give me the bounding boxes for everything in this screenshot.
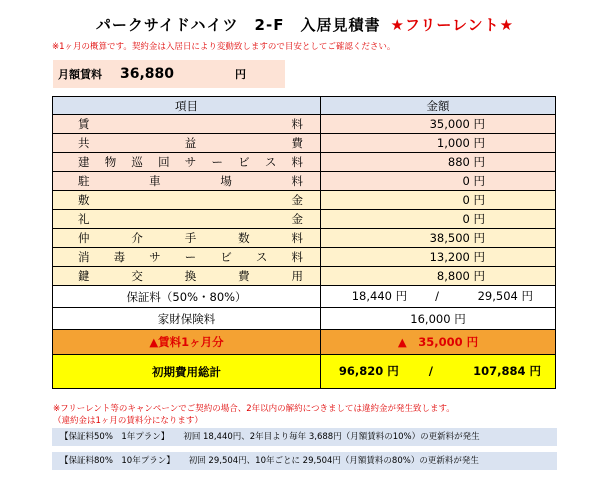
plan-50-text: 初回 18,440円、2年目より毎年 3,688円（月額賃料の10%）の更新料が発生: [183, 432, 480, 442]
total-amount: [321, 355, 556, 389]
penalty-note: [53, 403, 455, 427]
fee-item-char: サ: [184, 155, 197, 169]
fee-item-char: 場: [220, 174, 232, 188]
top-note: ※1ヶ月の概算です。契約金は入居日により変動致しますので目安としてご確認ください。: [52, 42, 396, 52]
fee-item-char: 用: [291, 269, 303, 283]
guarantee-label: 保証料（50%・80%）: [53, 286, 321, 308]
fee-item-amount: 0 円: [321, 172, 556, 191]
insurance-amount: 16,000 円: [321, 308, 556, 330]
table-row: [53, 172, 556, 191]
fee-item-char: 建: [78, 155, 90, 169]
total-label: 初期費用総計: [53, 355, 321, 389]
fee-item-char: ビ: [220, 250, 232, 264]
fee-item-char: 車: [149, 174, 161, 188]
fee-item-amount: 0 円: [321, 210, 556, 229]
fee-item-char: 金: [291, 212, 303, 226]
fee-item-char: 毒: [113, 250, 126, 264]
fee-item-char: 料: [291, 117, 303, 131]
table-row: [53, 115, 556, 134]
free-rent-label: ★フリーレント★: [390, 16, 515, 34]
guarantee-row: [53, 286, 556, 308]
penalty-note-line2: （違約金は1ヶ月の賃料分になります）: [53, 416, 203, 426]
fee-item-char: 料: [291, 174, 303, 188]
fee-item-label: [53, 134, 321, 153]
fee-item-char: 巡: [131, 155, 143, 169]
guarantee-amount-50: 18,440 円: [351, 289, 408, 303]
fee-item-char: 交: [131, 269, 143, 283]
total-amount-80: 107,884 円: [473, 364, 541, 378]
rent-one-month-label: ▲賃料1ヶ月分: [53, 330, 321, 355]
fee-item-char: 手: [184, 231, 197, 245]
fee-item-char: 仲: [78, 231, 90, 245]
rent-one-month-row: [53, 330, 556, 355]
rent-one-month-amount: ▲ 35,000 円: [321, 330, 556, 355]
plan-80-box: [52, 452, 557, 470]
insurance-label: 家財保険料: [53, 308, 321, 330]
header-amount: 金額: [321, 97, 556, 115]
fee-item-label: [53, 191, 321, 210]
page-title: [0, 14, 610, 35]
fee-item-char: 換: [184, 269, 197, 283]
fee-item-char: 礼: [78, 212, 90, 226]
fee-item-amount: 35,000 円: [321, 115, 556, 134]
insurance-row: [53, 308, 556, 330]
fee-item-amount: 8,800 円: [321, 267, 556, 286]
fee-item-amount: 0 円: [321, 191, 556, 210]
table-row: [53, 134, 556, 153]
fee-item-amount: 38,500 円: [321, 229, 556, 248]
monthly-rent-value: 36,880: [120, 66, 175, 82]
guarantee-amount: [321, 286, 556, 308]
fee-item-label: [53, 210, 321, 229]
fee-item-char: 料: [291, 231, 303, 245]
fee-item-char: 料: [291, 155, 303, 169]
table-row: [53, 267, 556, 286]
table-row: [53, 210, 556, 229]
fee-item-char: 料: [291, 250, 303, 264]
guarantee-amount-80: 29,504 円: [477, 289, 533, 303]
monthly-rent-unit: 円: [235, 68, 246, 81]
fee-item-char: 敷: [78, 193, 90, 207]
fee-item-char: 消: [78, 250, 90, 264]
fee-item-char: 共: [78, 136, 90, 150]
plan-50-name: 【保証料50% 1年プラン】: [60, 432, 170, 442]
fee-item-amount: 880 円: [321, 153, 556, 172]
estimate-table: [52, 96, 556, 389]
table-header: [53, 97, 556, 115]
fee-item-char: 賃: [78, 117, 90, 131]
plan-80-text: 初回 29,504円、10年ごとに 29,504円（月額賃料の80%）の更新料が発生: [188, 456, 479, 466]
fee-item-char: 駐: [78, 174, 90, 188]
fee-item-label: [53, 248, 321, 267]
penalty-note-line1: ※フリーレント等のキャンペーンでご契約の場合、2年以内の解約につきましては違約金が発生致します。: [53, 404, 455, 414]
fee-item-label: [53, 153, 321, 172]
total-amount-50: 96,820 円: [338, 364, 399, 378]
fee-item-char: 物: [104, 155, 117, 169]
guarantee-separator: /: [435, 289, 439, 303]
table-row: [53, 229, 556, 248]
fee-item-char: 費: [238, 269, 250, 283]
fee-item-char: 介: [131, 231, 143, 245]
fee-item-amount: 1,000 円: [321, 134, 556, 153]
total-separator: /: [428, 364, 433, 378]
fee-item-char: 鍵: [78, 269, 90, 283]
fee-item-label: [53, 229, 321, 248]
fee-item-label: [53, 115, 321, 134]
monthly-rent-label: 月額賃料: [58, 68, 102, 81]
fee-item-char: ー: [211, 155, 223, 169]
total-row: [53, 355, 556, 389]
monthly-rent-box: [53, 60, 285, 88]
fee-item-char: ー: [184, 250, 197, 264]
fee-item-char: 費: [291, 136, 303, 150]
fee-item-char: ス: [264, 155, 277, 169]
table-row: [53, 191, 556, 210]
fee-item-char: 数: [238, 231, 250, 245]
fee-item-char: サ: [149, 250, 161, 264]
fee-item-char: ビ: [238, 155, 250, 169]
fee-item-label: [53, 172, 321, 191]
table-row: [53, 153, 556, 172]
fee-item-amount: 13,200 円: [321, 248, 556, 267]
plan-50-box: [52, 428, 557, 446]
fee-item-char: 益: [184, 136, 197, 150]
table-row: [53, 248, 556, 267]
fee-item-char: ス: [255, 250, 268, 264]
header-item: 項目: [53, 97, 321, 115]
title-text: パークサイドハイツ 2-F 入居見積書: [95, 16, 381, 34]
fee-item-label: [53, 267, 321, 286]
fee-item-char: 金: [291, 193, 303, 207]
plan-80-name: 【保証料80% 10年プラン】: [60, 456, 175, 466]
fee-item-char: 回: [158, 155, 170, 169]
